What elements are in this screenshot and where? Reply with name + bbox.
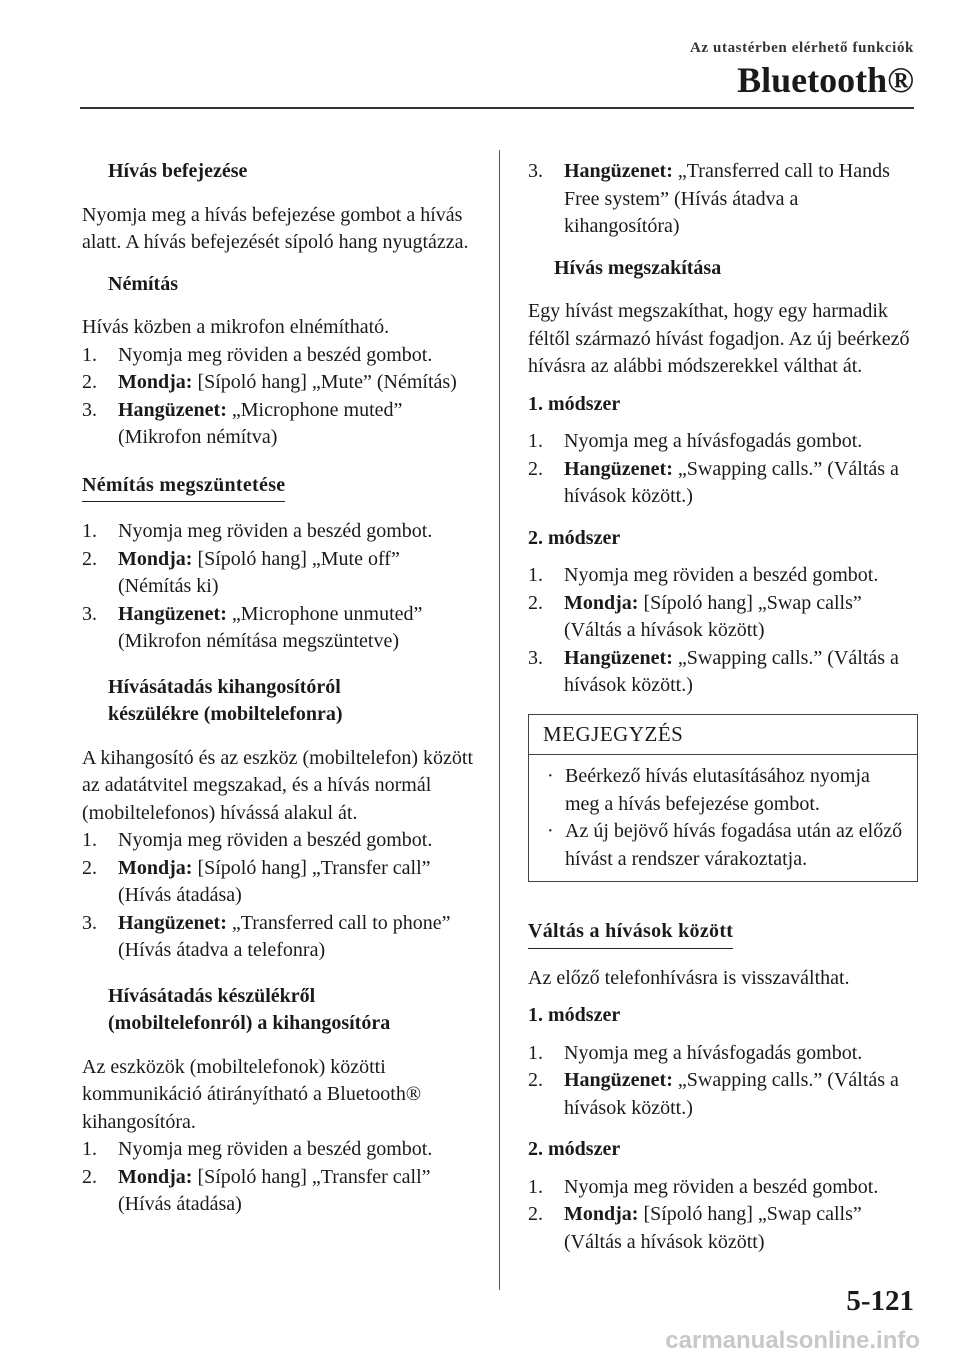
step-text: [Sípoló hang] „Mute off” (Némítás ki) [118,547,400,597]
step-number: 1. [528,1175,543,1198]
step-label: Mondja: [118,856,193,879]
step-text: „Swapping calls.” (Váltás a hívások között.) [564,1069,899,1119]
note-bullet [543,763,905,818]
bullet-dot-icon: · [547,765,554,787]
step-text: „Microphone muted” (Mikrofon némítva) [118,398,403,448]
step-number: 3. [528,646,543,669]
step-text: Nyomja meg röviden a beszéd gombot. [564,564,879,586]
step-number: 2. [528,1203,543,1225]
step-number: 1. [82,343,97,366]
step-item [528,428,918,456]
steps-list [528,562,918,700]
step-number: 1. [82,829,97,851]
method-heading: 1. módszer [528,392,621,415]
step-number: 2. [82,856,97,879]
note-bullet-text: Az új bejövő hívás fogadása után az előző hívást a rendszer várakoztatja. [565,820,903,870]
step-text: [Sípoló hang] „Mute” (Némítás) [192,371,457,393]
step-number: 1. [528,430,543,452]
step-text: Nyomja meg a hívásfogadás gombot. [564,1041,863,1064]
step-text: „Swapping calls.” (Váltás a hívások között.) [564,457,899,507]
method-heading: 2. módszer [528,526,621,549]
step-label: Hangüzenet: [118,911,227,934]
steps-list [82,518,478,656]
step-item [82,518,478,546]
page-number: 5-121 [846,1285,914,1317]
step-number: 1. [82,1138,97,1160]
section-title-line: készülékre (mobiltelefonra) [108,703,343,725]
paragraph: Az eszközök (mobiltelefonok) közötti kommunikáció átirányítható a Bluetooth® kihangosítóra. [82,1055,422,1133]
header-rule [80,107,914,109]
step-item [528,590,918,645]
note-title: MEGJEGYZÉS [529,715,917,756]
step-item [82,369,478,397]
step-item [528,158,918,241]
step-text: „Transferred call to Hands Free system” (Hívás átadva a kihangosítóra) [564,160,890,237]
bullet-dot-icon: · [547,820,554,842]
step-number: 2. [82,371,97,393]
section-title: Némítás [108,272,178,295]
column-divider [499,150,500,1290]
method-heading: 1. módszer [528,1004,621,1026]
left-column [82,158,478,1233]
section-title [108,674,478,729]
section-title: Hívás megszakítása [554,256,722,279]
step-item [528,562,918,590]
note-body [529,755,917,881]
step-item [528,645,918,700]
step-item [82,910,478,965]
paragraph: Az előző telefonhívásra is visszaválthat. [528,966,850,989]
paragraph: Hívás közben a mikrofon elnémítható. [82,316,390,338]
step-item [82,1164,478,1219]
step-text: Nyomja meg a hívásfogadás gombot. [564,430,863,452]
paragraph: Nyomja meg a hívás befejezése gombot a hívás alatt. A hívás befejezését sípoló hang nyugtázza. [82,203,469,253]
step-text: Nyomja meg röviden a beszéd gombot. [118,1138,433,1160]
step-label: Hangüzenet: [564,160,673,182]
steps-list [82,1136,478,1219]
step-label: Mondja: [564,1203,639,1225]
paragraph: Egy hívást megszakíthat, hogy egy harmadik féltől származó hívást fogadjon. Az új beérkező hívásra az alábbi módszerekkel válthat át. [528,300,910,377]
steps-list [82,342,478,452]
step-text: [Sípoló hang] „Swap calls” (Váltás a hívások között) [564,1203,862,1253]
section-heading: Váltás a hívások között [528,918,733,949]
header-chapter: Bluetooth® [737,60,914,100]
step-text: Nyomja meg röviden a beszéd gombot. [118,520,433,542]
step-item [528,1067,918,1122]
step-label: Mondja: [118,371,193,393]
steps-list [82,827,478,965]
step-number: 3. [528,160,543,182]
step-text: „Swapping calls.” (Váltás a hívások között.) [564,646,899,696]
step-label: Mondja: [118,547,193,570]
step-number: 2. [82,1165,97,1188]
note-bullet-text: Beérkező hívás elutasításához nyomja meg a hívás befejezése gombot. [565,765,870,815]
section-title: Hívás befejezése [108,160,248,182]
step-label: Hangüzenet: [564,457,673,480]
step-text: „Transferred call to phone” (Hívás átadva a telefonra) [118,911,451,961]
header-section: Az utastérben elérhető funkciók [690,40,914,56]
step-item [82,546,478,601]
step-item [82,342,478,370]
step-number: 2. [528,1069,543,1091]
step-item [82,855,478,910]
step-number: 2. [528,591,543,614]
step-text: [Sípoló hang] „Transfer call” (Hívás átadása) [118,856,431,906]
section-title [108,983,478,1038]
step-number: 2. [528,457,543,480]
steps-list [528,1040,918,1123]
step-text: Nyomja meg röviden a beszéd gombot. [118,829,433,851]
step-text: Nyomja meg röviden a beszéd gombot. [564,1175,879,1198]
step-item [528,1174,918,1202]
step-text: Nyomja meg röviden a beszéd gombot. [118,343,433,366]
step-label: Mondja: [118,1165,193,1188]
step-text: „Microphone unmuted” (Mikrofon némítása megszüntetve) [118,602,423,652]
step-item [82,1136,478,1164]
note-box [528,714,918,883]
step-label: Hangüzenet: [564,1069,673,1091]
step-item [82,601,478,656]
section-title-line: (mobiltelefonról) a kihangosítóra [108,1012,391,1034]
step-number: 3. [82,398,97,421]
paragraph: A kihangosító és az eszköz (mobiltelefon) között az adatátvitel megszakad, és a hívás normál (mobiltelefonos) hívássá alakul át. [82,746,474,824]
step-number: 1. [528,564,543,586]
step-number: 1. [528,1041,543,1064]
step-text: [Sípoló hang] „Swap calls” (Váltás a hívások között) [564,591,862,641]
note-bullet [543,818,905,873]
step-item [528,456,918,511]
step-item [82,397,478,452]
steps-list [528,428,918,511]
step-item [528,1040,918,1068]
step-number: 3. [82,911,97,934]
step-item [82,827,478,855]
section-title-line: Hívásátadás kihangosítóról [108,675,341,698]
method-heading: 2. módszer [528,1138,621,1160]
running-header [690,40,914,101]
step-item [528,1201,918,1256]
steps-list [528,1174,918,1257]
step-label: Mondja: [564,591,639,614]
step-number: 1. [82,520,97,542]
section-heading: Némítás megszüntetése [82,472,285,503]
right-column [528,158,918,1270]
step-text: [Sípoló hang] „Transfer call” (Hívás átadása) [118,1165,431,1215]
step-number: 3. [82,602,97,625]
step-number: 2. [82,547,97,570]
step-label: Hangüzenet: [564,646,673,669]
watermark: carmanualsonline.info [665,1327,920,1354]
section-title-line: Hívásátadás készülékről [108,984,316,1007]
step-label: Hangüzenet: [118,602,227,625]
steps-list [528,158,918,241]
step-label: Hangüzenet: [118,398,227,421]
